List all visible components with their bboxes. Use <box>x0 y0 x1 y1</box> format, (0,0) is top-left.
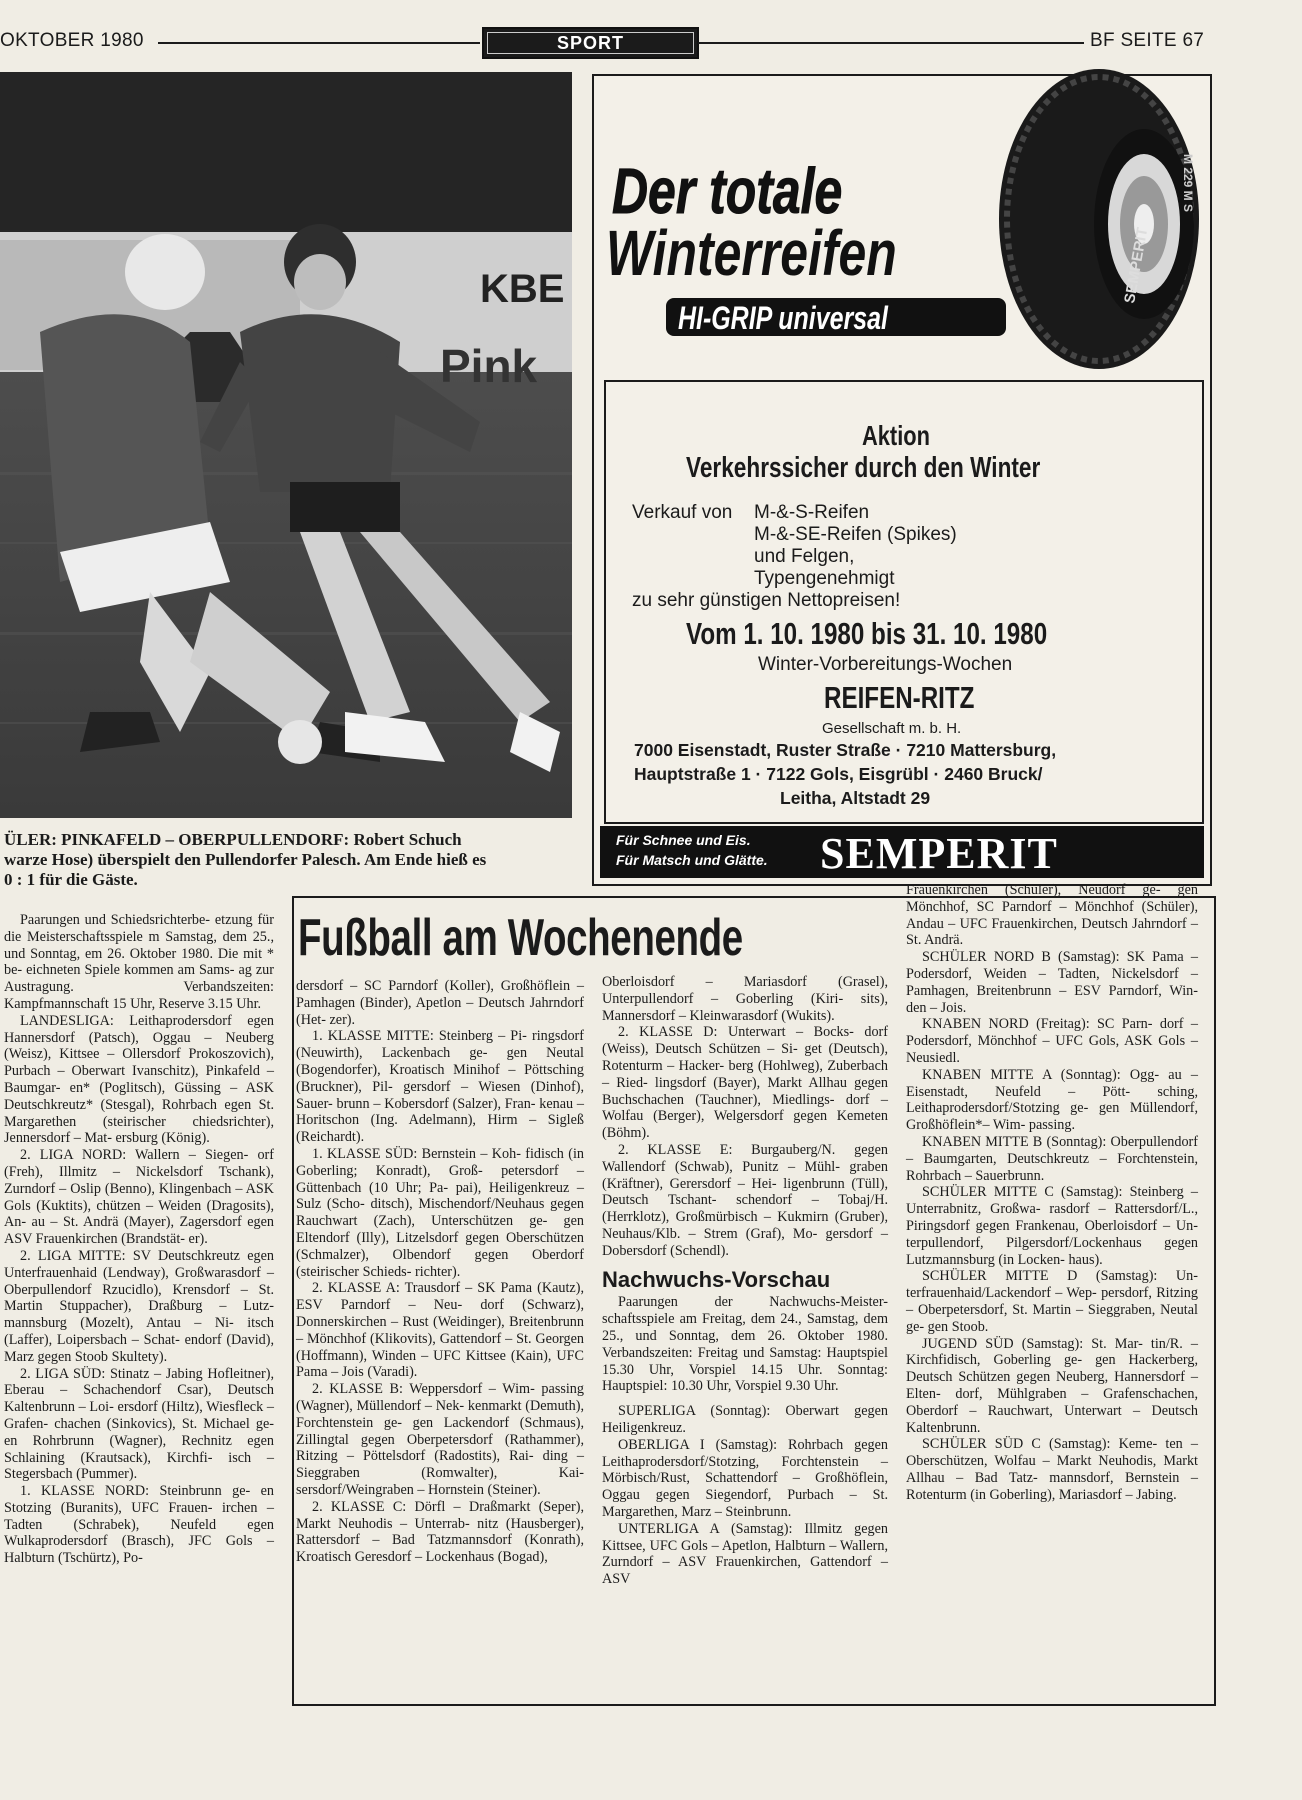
section-label-box <box>482 27 699 59</box>
subheadline-nachwuchs: Nachwuchs-Vorschau <box>602 1266 831 1292</box>
sign-text-pink: Pink <box>440 340 538 392</box>
header-rule-left <box>158 42 480 44</box>
sign-text-kbe: KBE <box>480 267 565 311</box>
paragraph-1-klasse-mitte: 1. KLASSE MITTE: Steinberg – Pi- ringsdorf (Neuwirth), Lackenbach ge- gen Neutal (Bogendorfer), Kroatisch Minihof – Pöttsching (Bruckner), Pil- gersdorf – Wiesen (Dinhof), Sauer- brunn – Kobersdorf (Salzer), Fran- kenau – Horitschon (Ing. Adelmann), Hirm – Sigleß (Reichardt). <box>296 1028 584 1146</box>
paragraph-2-klasse-a: 2. KLASSE A: Trausdorf – SK Pama (Kautz), ESV Parndorf – Neu- dorf (Schwarz), Donnerskirchen – Rust (Weidinger), Breitenbrunn – Mönchhof (Klikovits), Gattendorf – St. Georgen (Hoffmann), Winden – UFC Kittsee (Kain), UFC Pama – Jois (Varadi). <box>296 1280 584 1381</box>
product-banner <box>666 298 1006 336</box>
sale-prefix: Verkauf von <box>632 502 733 523</box>
aktion-label: Aktion <box>862 420 930 451</box>
intro-paragraph: Paarungen und Schiedsrichterbe- etzung für die Meisterschaftsspiele m Samstag, dem 25., und Sonntag, em 26. Oktober 1980. Die mit * be- eichneten Spiele kommen am Sams- ag zur Austragung. Verbandszeiten: Kampfmannschaft 15 Uhr, Reserve 3.15 Uhr. <box>4 912 274 1012</box>
paragraph-2-klasse-e: 2. KLASSE E: Burgauberg/N. gegen Wallendorf (Schwab), Punitz – Mühl- graben (Kräftner), Gerersdorf – Hei- ligenbrunn (Tüll), Deutsch Tschant- schendorf – Tobaj/H. (Herrklotz), Großmürbisch – Kukmirn (Gruber), Neuhaus/Klb. – Strem (Graf), Mo- gersdorf – Dobersdorf (Schendl). <box>602 1141 888 1259</box>
paragraph-superliga: SUPERLIGA (Sonntag): Oberwart gegen Heiligenkreuz. <box>602 1403 888 1436</box>
ad-slogan: Verkehrssicher durch den Winter <box>686 452 1041 484</box>
caption-line-2: warze Hose) überspielt den Pullendorfer Palesch. Am Ende hieß es <box>4 850 487 869</box>
tagline-2: Für Matsch und Glätte. <box>616 852 768 868</box>
semperit-logo: SEMPERIT <box>820 829 1058 878</box>
paragraph-1-klasse-sued: 1. KLASSE SÜD: Bernstein – Koh- fidisch (in Goberling; Konradt), Groß- petersdorf – Güttenbach (10 Uhr; Pa- pai), Heiligenkreuz – Sulz (Scho- ditsch), Mischendorf/Neuhaus gegen Rauchwart (Zach), Unterschützen ge- gen Eltendorf (Illy), Litzelsdorf gegen Oberschützen (Schmalzer), Olbendorf gegen Oberdorf (steirischer Schieds- richter). <box>296 1145 584 1280</box>
article-column-4 <box>906 882 1198 1503</box>
company-name: REIFEN-RITZ <box>824 680 975 715</box>
paragraph-continued-3: Frauenkirchen (Schüler), Neudorf ge- gen Mönchhof, SC Parndorf – Mönchhof (Schüler), Andau – UFC Frauenkirchen, Deutsch Jahrndorf – St. Andrä. <box>906 882 1198 949</box>
ad-headline-2: Winterreifen <box>606 217 897 289</box>
paragraph-2-liga-nord: 2. LIGA NORD: Wallern – Siegen- orf (Freh), Illmitz – Nickelsdorf Tschank), Zurndorf – Oslip (Benno), Klingenbach – ASK Gols (Kuktits), chützen – Weiden (Dragosits), An- au – St. Andrä (Mayer), Zagersdorf egen ASV Frauenkirchen (Brandstät- er). <box>4 1147 274 1248</box>
paragraph-unterliga: UNTERLIGA A (Samstag): Illmitz gegen Kittsee, UFC Gols – Apetlon, Halbturn – Wallern, Zurndorf – ASV Frauenkirchen, Gattendorf – ASV <box>602 1520 888 1588</box>
article-column-2 <box>296 978 584 1566</box>
tagline-1: Für Schnee und Eis. <box>616 832 751 848</box>
address-line-2: Hauptstraße 1 · 7122 Gols, Eisgrübl · 2460 Bruck/ <box>634 764 1043 784</box>
article-column-1 <box>4 912 274 1567</box>
paragraph-2-klasse-c: 2. KLASSE C: Dörfl – Draßmarkt (Seper), Markt Neuhodis – Unterrab- nitz (Hausberger), Rattersdorf – Bad Tatzmannsdorf (Konrath), Kroatisch Geresdorf – Lockenhaus (Bogad), <box>296 1498 584 1566</box>
issue-date: OKTOBER 1980 <box>0 30 144 51</box>
paragraph-schueler-mitte-d: SCHÜLER MITTE D (Samstag): Un- terfrauenhaid/Lackendorf – Wep- persdorf, Ritzing – Oberpetersdorf, St. Martin – Sieggraben, Neutal ge- gen Stoob. <box>906 1268 1198 1335</box>
paragraph-continued-2: Oberloisdorf – Mariasdorf (Grasel), Unterpullendorf – Goberling (Kiri- sits), Mannersdorf – Kleinwarasdorf (Wukits). <box>602 974 888 1024</box>
paragraph-2-liga-mitte: 2. LIGA MITTE: SV Deutschkreutz egen Unterfrauenhaid (Lendway), Großwarasdorf – Oberpullendorf Rzucidlo), Krensdorf – St. Martin Stuppacher), Draßburg – Lutz- mannsburg (Mozelt), Antau – Ni- itsch (Laffer), Loipersbach – Schat- endorf (David), Marz gegen Stoob Skultety). <box>4 1247 274 1365</box>
paragraph-1-klasse-nord: 1. KLASSE NORD: Steinbrunn ge- en Stotzing (Buranits), UFC Frauen- irchen – Tadten (Schrabek), Neufeld egen Wulkaprodersdorf (Brasch), JFC Gols – Halbturn (Tschürtz), Po- <box>4 1483 274 1567</box>
address-line-3: Leitha, Altstadt 29 <box>780 788 931 808</box>
tire-advertisement <box>592 74 1212 886</box>
product-name: HI-GRIP universal <box>678 300 888 336</box>
sale-item-2: M-&-SE-Reifen (Spikes) <box>754 524 957 545</box>
article-column-3 <box>602 974 888 1588</box>
section-label: SPORT <box>487 32 694 54</box>
company-type: Gesellschaft m. b. H. <box>822 720 962 737</box>
paragraph-continued: dersdorf – SC Parndorf (Koller), Großhöflein – Pamhagen (Binder), Apetlon – Deutsch Jahrndorf (Het- zer). <box>296 978 584 1028</box>
paragraph-knaben-nord: KNABEN NORD (Freitag): SC Parn- dorf – Podersdorf, Mönchhof – UFC Gols, ASK Gols – Neusiedl. <box>906 1016 1198 1066</box>
tire-brand: SEMPERIT <box>1121 226 1152 305</box>
semperit-banner <box>600 826 1204 878</box>
paragraph-knaben-mitte-b: KNABEN MITTE B (Sonntag): Oberpullendorf – Baumgarten, Deutschkreutz – Forchtenstein, Rohrbach – Sauerbrunn. <box>906 1133 1198 1184</box>
address-line-1: 7000 Eisenstadt, Ruster Straße · 7210 Mattersburg, <box>634 740 1057 760</box>
price-note: zu sehr günstigen Nettopreisen! <box>632 590 901 611</box>
sale-item-4: Typengenehmigt <box>754 568 895 589</box>
tire-size: M 229 M S <box>1181 154 1195 213</box>
paragraph-2-klasse-b: 2. KLASSE B: Weppersdorf – Wim- passing (Wagner), Müllendorf – Nek- kenmarkt (Demuth), Forchtenstein ge- gen Lackendorf (Schmaus), Zillingtal gegen Oberpetersdorf (Rathammer), Ritzing – Pöttelsdorf (Radostits), Rai- ding – Sieggraben (Romwalter), Kai- sersdorf/Weingraben – Hornstein (Steiner). <box>296 1381 584 1498</box>
article-headline: Fußball am Wochenende <box>298 909 743 967</box>
paragraph-knaben-mitte-a: KNABEN MITTE A (Sonntag): Ogg- au – Eisenstadt, Neufeld – Pött- sching, Leithaprodersdorf/Stotzing ge- gen Müllendorf, Großhöflein*– Wim- passing. <box>906 1066 1198 1134</box>
paragraph-nachwuchs-intro: Paarungen der Nachwuchs-Meister- schaftsspiele am Freitag, dem 24., Samstag, dem 25., und Sonntag, dem 26. Oktober 1980. Verbandszeiten: Freitag und Samstag: Hauptspiel 15.30 Uhr, Vorspiel 14.15 Uhr. Sonntag: Hauptspiel: 10.30 Uhr, Vorspiel 9.30 Uhr. <box>602 1294 888 1395</box>
paragraph-jugend-sued: JUGEND SÜD (Samstag): St. Mar- tin/R. – Kirchfidisch, Goberling ge- gen Hackerberg, Deutsch Schützen gegen Neuberg, Hannersdorf – Elten- dorf, Mühlgraben – Grafenschachen, Oberdorf – Rauchwart, Unterwart – Deutsch Kaltenbrunn. <box>906 1335 1198 1436</box>
paragraph-schueler-nord-b: SCHÜLER NORD B (Samstag): SK Pama – Podersdorf, Weiden – Tadten, Nickelsdorf – Pamhagen, Breitenbrunn – ESV Parndorf, Win- den – Jois. <box>906 949 1198 1016</box>
match-photo <box>0 72 572 818</box>
header-rule-right <box>698 42 1084 44</box>
offer-period: Vom 1. 10. 1980 bis 31. 10. 1980 <box>686 616 1048 651</box>
paragraph-oberliga: OBERLIGA I (Samstag): Rohrbach gegen Leithaprodersdorf/Stotzing, Forchtenstein – Mörbisch/Rust, Schattendorf – Großhöflein, Oggau gegen Siegendorf, Purbach – St. Margarethen, Marz – Steinbrunn. <box>602 1436 888 1520</box>
photo-caption <box>4 830 578 890</box>
sale-item-1: M-&-S-Reifen <box>754 502 870 523</box>
sale-item-3: und Felgen, <box>754 546 855 567</box>
page-number: BF SEITE 67 <box>1090 30 1205 51</box>
ball <box>278 720 322 764</box>
paragraph-schueler-sued-c: SCHÜLER SÜD C (Samstag): Keme- ten – Oberschützen, Wolfau – Markt Neuhodis, Markt Allhau – Bad Tatz- mannsdorf, Bernstein – Rotenturm (in Goberling), Mariasdorf – Jabing. <box>906 1436 1198 1503</box>
ad-headline-1: Der totale <box>612 155 843 227</box>
paragraph-2-klasse-d: 2. KLASSE D: Unterwart – Bocks- dorf (Weiss), Deutsch Schützen – Si- get (Deutsch), Rotenturm – Hacker- berg (Hohlweg), Zuberbach – Ried- lingsdorf (Bayer), Markt Allhau gegen Buchschachen (Tauchner), Miedlings- dorf – Wolfau (Berger), Welgersdorf gegen Kemeten (Böhm). <box>602 1024 888 1142</box>
article-box <box>292 882 1216 1706</box>
tire-icon <box>994 64 1204 374</box>
winter-weeks: Winter-Vorbereitungs-Wochen <box>758 654 1013 675</box>
paragraph-landesliga: LANDESLIGA: Leithaprodersdorf egen Hannersdorf (Patsch), Oggau – Neuberg (Weisz), Kittsee – Ollersdorf Prokoszovich), Purbach – Oberwart Ivanschitz), Pinkafeld – Baumgar- en* (Poglitsch), Güssing – ASK Deutschkreutz* (Stesgal), Rohrbach egen St. Margarethen (steirischer chiedsrichter), Jennersdorf – Mat- ersburg (König). <box>4 1012 274 1147</box>
paragraph-schueler-mitte-c: SCHÜLER MITTE C (Samstag): Steinberg – Unterrabnitz, Großwa- rasdorf – Rattersdorf/L., Piringsdorf gegen Frankenau, Oberloisdorf – Un- terpullendorf, Pilgersdorf/Lockenhaus gegen Lutzmannsburg (in Locken- haus). <box>906 1184 1198 1268</box>
caption-line-1: ÜLER: PINKAFELD – OBERPULLENDORF: Robert Schuch <box>4 830 462 849</box>
caption-line-3: 0 : 1 für die Gäste. <box>4 870 138 889</box>
paragraph-2-liga-sued: 2. LIGA SÜD: Stinatz – Jabing Hofleitner), Eberau – Schachendorf Csar), Deutsch Kaltenbrunn – Loi- ersdorf (Hiltz), Wiesfleck – Grafen- chachen (Sinkovics), St. Michael ge- en Rohrbrunn (Wagner), Rechnitz egen Schlaining (Krautsack), Kirchfi- isch – Stegersbach (Pummer). <box>4 1365 274 1483</box>
